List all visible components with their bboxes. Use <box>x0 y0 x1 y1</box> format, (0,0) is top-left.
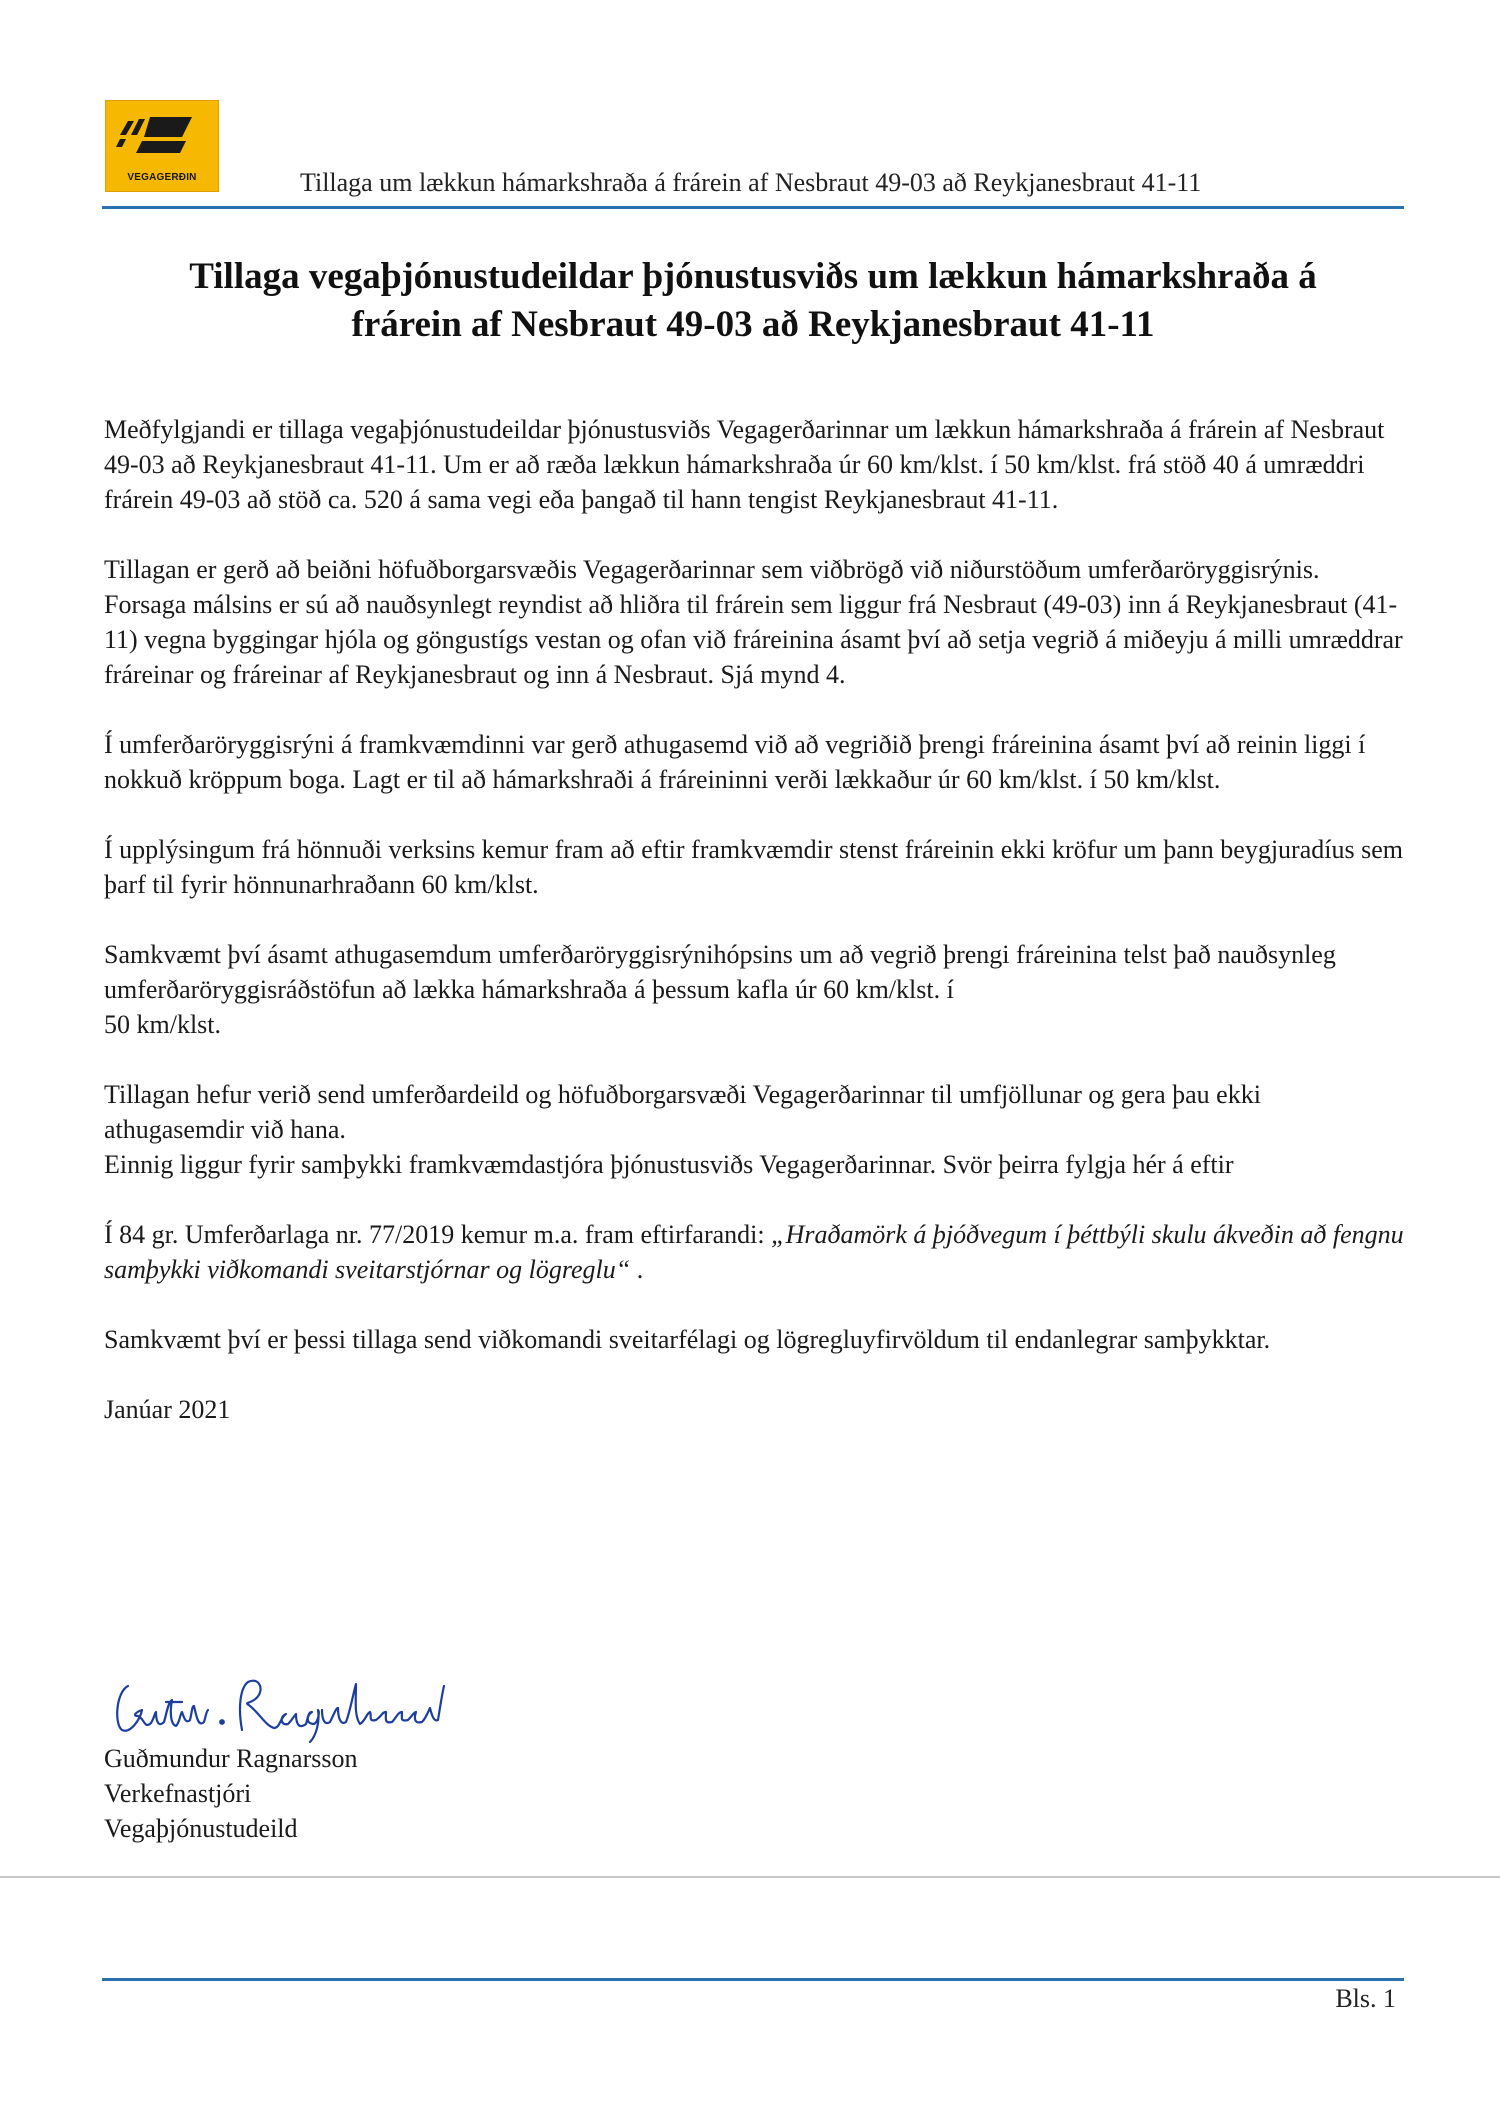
document-title <box>102 253 1404 349</box>
document-body <box>104 412 1404 1462</box>
paragraph-6a: Tillagan hefur verið send umferðardeild og höfuðborgarsvæði Vegagerðarinnar til umfjöllunar og gera þau ekki athugasemdir við hana. <box>104 1080 1261 1144</box>
document-title-line-2: frárein af Nesbraut 49-03 að Reykjanesbraut 41-11 <box>351 304 1155 345</box>
running-header-title: Tillaga um lækkun hámarkshraða á frárein af Nesbraut 49-03 að Reykjanesbraut 41-11 <box>300 168 1202 197</box>
paragraph-4: Í upplýsingum frá hönnuði verksins kemur fram að eftir framkvæmdir stenst fráreinin ekki kröfur um þann beygjuradíus sem þarf til fyrir hönnunarhraðann 60 km/klst. <box>104 835 1403 899</box>
paragraph-7 <box>104 1217 1404 1287</box>
document-date: Janúar 2021 <box>104 1395 231 1424</box>
law-quote-end: . <box>630 1255 644 1284</box>
page-number: Bls. 1 <box>1335 1984 1396 2013</box>
paragraph-1: Meðfylgjandi er tillaga vegaþjónustudeildar þjónustusviðs Vegagerðarinnar um lækkun hámarkshraða á frárein af Nesbraut 49-03 að Reykjanesbraut 41-11. Um er að ræða lækkun hámarkshraða úr 60 km/klst. í 50 km/klst. frá stöð 40 á umræddri frárein 49-03 að stöð ca. 520 á sama vegi eða þangað til hann tengist Reykjanesbraut 41-11. <box>104 415 1385 514</box>
paragraph-2b: Forsaga málsins er sú að nauðsynlegt reyndist að hliðra til frárein sem liggur frá Nesbraut (49-03) inn á Reykjanesbraut (41-11) vegna byggingar hjóla og göngustígs vestan og ofan við fráreinina ásamt því að setja vegrið á miðeyju á milli umræddrar fráreinar og fráreinar af Reykjanesbraut og inn á Nesbraut. Sjá mynd 4. <box>104 590 1403 689</box>
header-rule <box>102 206 1404 209</box>
law-reference: Í 84 gr. Umferðarlaga nr. 77/2019 kemur m.a. fram eftirfarandi: <box>104 1220 772 1249</box>
signer-department: Vegaþjónustudeild <box>104 1814 298 1843</box>
paragraph-2a: Tillagan er gerð að beiðni höfuðborgarsvæðis Vegagerðarinnar sem viðbrögð við niðurstöðum umferðaröryggisrýnis. <box>104 555 1320 584</box>
document-title-line-1: Tillaga vegaþjónustudeildar þjónustusviðs um lækkun hámarkshraða á <box>189 256 1317 297</box>
paragraph-5: Samkvæmt því ásamt athugasemdum umferðaröryggisrýnihópsins um að vegrið þrengi fráreinina telst það nauðsynleg umferðaröryggisráðstöfun að lækka hámarkshraða á þessum kafla úr 60 km/klst. í 50 km/klst. <box>104 940 1336 1039</box>
paragraph-3: Í umferðaröryggisrýni á framkvæmdinni var gerð athugasemd við að vegriðið þrengi fráreinina ásamt því að reinin liggi í nokkuð kröppum boga. Lagt er til að hámarkshraði á fráreininni verði lækkaður úr 60 km/klst. í 50 km/klst. <box>104 730 1366 794</box>
signer-name: Guðmundur Ragnarsson <box>104 1744 358 1773</box>
footer-rule <box>102 1978 1404 1981</box>
law-quote: „Hraðamörk á þjóðvegum í þéttbýli skulu ákveðin að fengnu samþykki viðkomandi sveitarstjórnar og lögreglu“ <box>104 1220 1404 1284</box>
paragraph-8: Samkvæmt því er þessi tillaga send viðkomandi sveitarfélagi og lögregluyfirvöldum til endanlegrar samþykktar. <box>104 1325 1271 1354</box>
signature-block <box>104 1741 357 1846</box>
logo-text: VEGAGERÐIN <box>127 172 197 183</box>
signer-role: Verkefnastjóri <box>104 1779 252 1808</box>
scan-divider <box>0 1876 1500 1878</box>
handwritten-signature <box>110 1672 470 1744</box>
paragraph-6b: Einnig liggur fyrir samþykki framkvæmdastjóra þjónustusviðs Vegagerðarinnar. Svör þeirra fylgja hér á eftir <box>104 1150 1234 1179</box>
vegagerdin-logo <box>105 100 219 192</box>
